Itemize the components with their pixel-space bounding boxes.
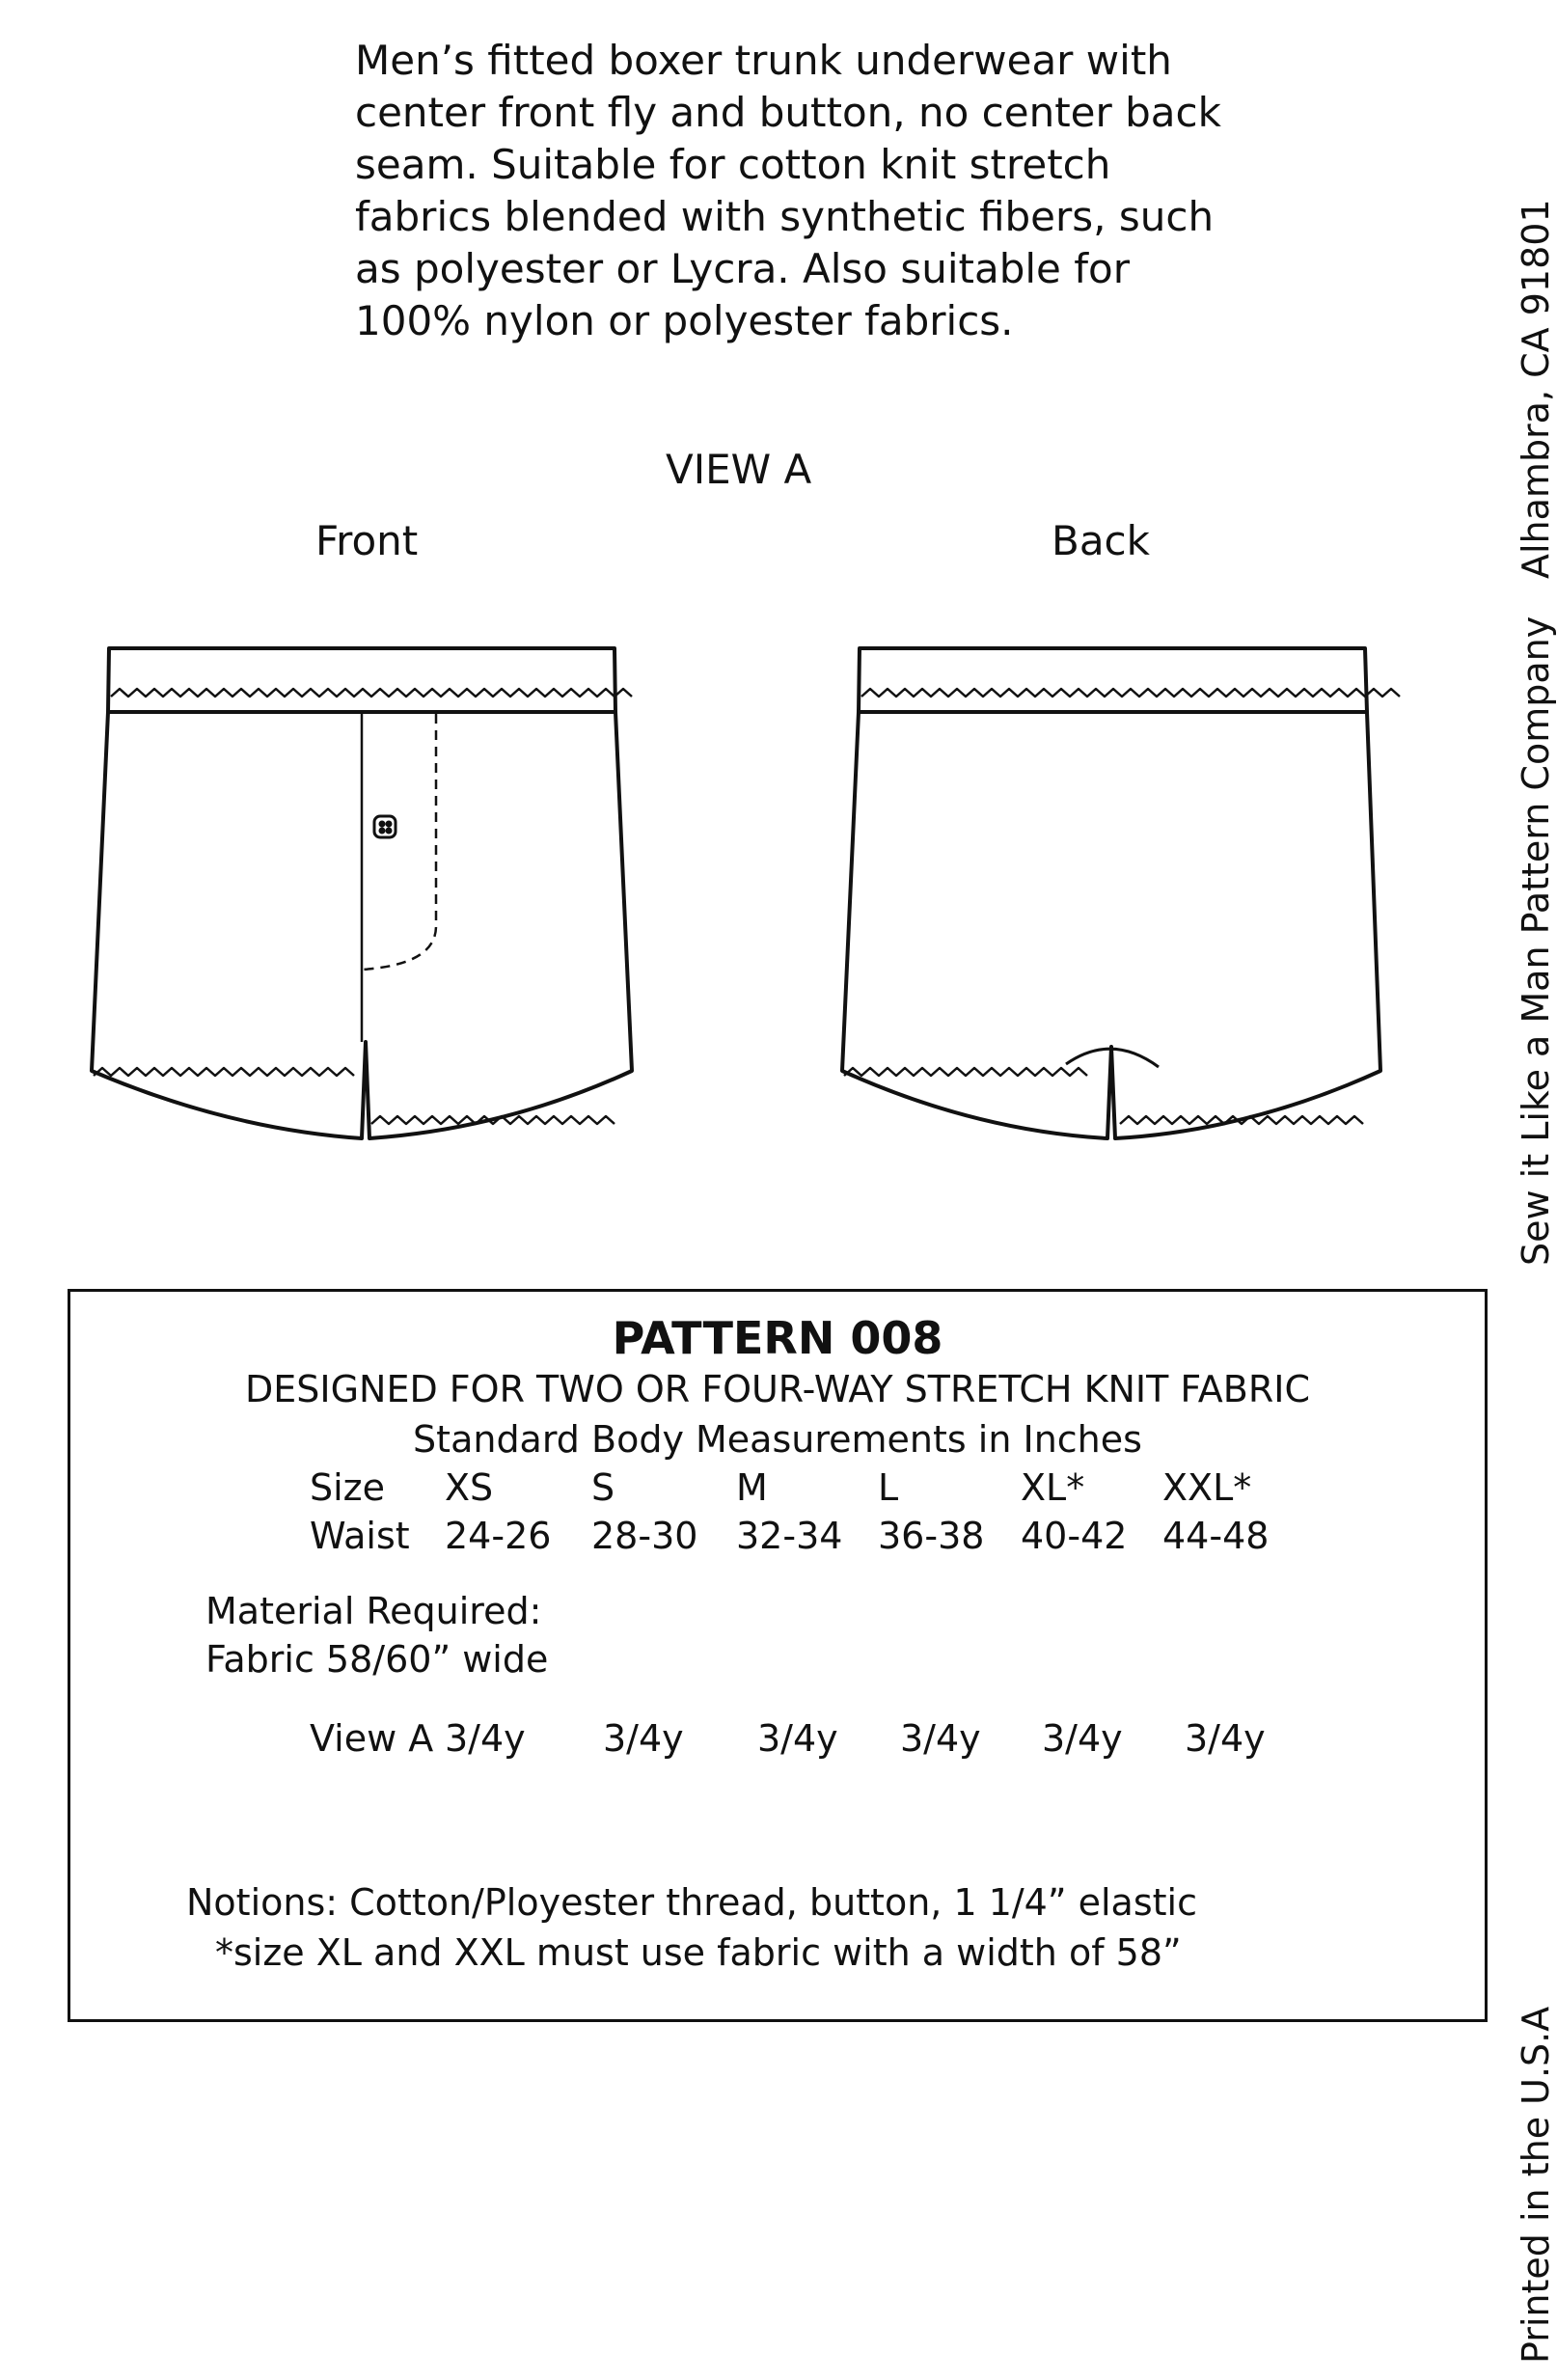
- size-footnote: *size XL and XXL must use fabric with a width of 58”: [215, 1931, 1182, 1974]
- back-waistband: [859, 648, 1367, 712]
- material-required-label: Material Required:: [205, 1590, 542, 1632]
- boxer-front-illustration: [82, 637, 642, 1158]
- size-cell: XL*: [1021, 1466, 1085, 1509]
- size-row-label: Size: [310, 1466, 386, 1509]
- front-waistband: [108, 648, 615, 712]
- yardage-cell: 3/4y: [603, 1717, 684, 1760]
- notions-text: Notions: Cotton/Ployester thread, button, 1 1/4” elastic: [186, 1881, 1197, 1924]
- yardage-cell: 3/4y: [445, 1717, 526, 1760]
- pattern-subtitle: DESIGNED FOR TWO OR FOUR-WAY STRETCH KNIT FABRIC: [244, 1368, 1311, 1410]
- waist-row-label: Waist: [310, 1515, 410, 1557]
- company-address: Alhambra, CA 91801: [1515, 199, 1557, 579]
- back-view-label: Back: [1052, 517, 1150, 564]
- front-button: [374, 816, 396, 837]
- fabric-width-label: Fabric 58/60” wide: [205, 1638, 549, 1681]
- view-a-row-label: View A: [310, 1717, 434, 1760]
- waist-cell: 44-48: [1162, 1515, 1270, 1557]
- printed-in-note: Printed in the U.S.A: [1515, 2006, 1557, 2364]
- yardage-cell: 3/4y: [1185, 1717, 1266, 1760]
- front-hem-stitch-left: [94, 1068, 354, 1076]
- yardage-cell: 3/4y: [757, 1717, 838, 1760]
- size-cell: M: [736, 1466, 768, 1509]
- size-cell: XXL*: [1162, 1466, 1252, 1509]
- front-view-label: Front: [315, 517, 419, 564]
- yardage-cell: 3/4y: [900, 1717, 981, 1760]
- yardage-cell: 3/4y: [1042, 1717, 1123, 1760]
- measurements-heading: Standard Body Measurements in Inches: [413, 1418, 1142, 1461]
- size-cell: L: [878, 1466, 899, 1509]
- waist-cell: 36-38: [878, 1515, 985, 1557]
- company-name: Sew it Like a Man Pattern Company: [1515, 616, 1557, 1266]
- pattern-title: PATTERN 008: [612, 1312, 943, 1364]
- pattern-info-box: [68, 1289, 1488, 2022]
- back-body-outline: [842, 712, 1380, 1138]
- size-cell: XS: [445, 1466, 494, 1509]
- pattern-description: Men’s fitted boxer trunk underwear with center front fly and button, no center back seam. Suitable for cotton knit stretch fabrics blended with synthetic fibers, such as polyester or Lycra. Also suitable for 100% nylon or polyester fabrics.: [355, 37, 1221, 344]
- size-cell: S: [591, 1466, 615, 1509]
- back-hem-stitch-left: [844, 1068, 1087, 1076]
- front-fly-stitch: [362, 714, 436, 970]
- view-title: VIEW A: [666, 446, 812, 493]
- waist-cell: 28-30: [591, 1515, 698, 1557]
- waist-cell: 32-34: [736, 1515, 843, 1557]
- waist-cell: 24-26: [445, 1515, 552, 1557]
- waist-cell: 40-42: [1021, 1515, 1128, 1557]
- boxer-back-illustration: [834, 637, 1394, 1158]
- front-waistband-stitch: [111, 689, 632, 697]
- back-waistband-stitch: [861, 689, 1400, 697]
